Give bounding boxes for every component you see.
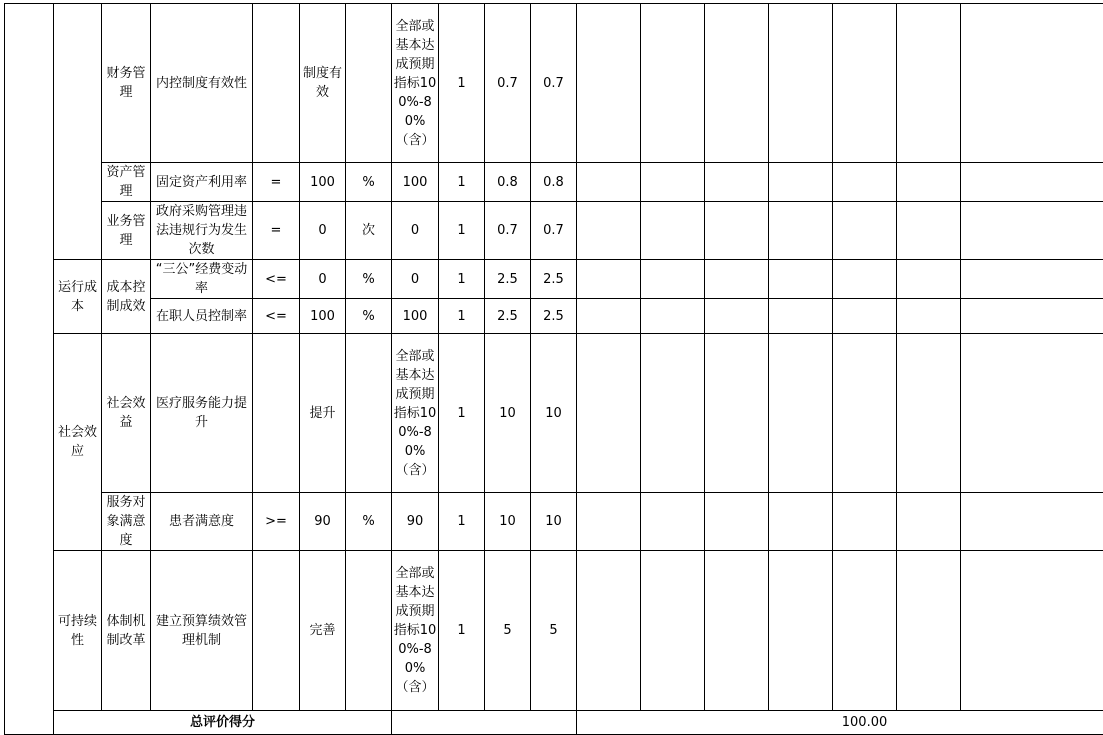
unit-cell bbox=[346, 551, 392, 711]
empty-cell bbox=[641, 202, 705, 260]
unit-cell bbox=[346, 334, 392, 493]
empty-cell bbox=[577, 4, 641, 163]
table-row bbox=[5, 493, 1103, 551]
score-cell: 10 bbox=[485, 493, 531, 551]
weight-cell: 1 bbox=[439, 202, 485, 260]
table-row bbox=[5, 202, 1103, 260]
empty-cell bbox=[769, 260, 833, 299]
category-cell bbox=[54, 4, 102, 260]
subcategory-cell: 体制机制改革 bbox=[102, 551, 151, 711]
empty-cell bbox=[705, 334, 769, 493]
target-cell: 提升 bbox=[300, 334, 346, 493]
empty-cell bbox=[705, 493, 769, 551]
unit-cell: 次 bbox=[346, 202, 392, 260]
indicator-cell: 医疗服务能力提升 bbox=[151, 334, 253, 493]
level1-cell bbox=[5, 4, 54, 735]
actual-cell: 100 bbox=[392, 163, 439, 202]
empty-cell bbox=[897, 202, 961, 260]
empty-cell bbox=[897, 163, 961, 202]
weight-cell: 1 bbox=[439, 4, 485, 163]
unit-cell: % bbox=[346, 299, 392, 334]
unit-cell bbox=[346, 4, 392, 163]
weight-cell: 1 bbox=[439, 334, 485, 493]
category-cell: 可持续性 bbox=[54, 551, 102, 711]
actual-cell: 0 bbox=[392, 260, 439, 299]
empty-cell bbox=[961, 4, 1103, 163]
category-cell: 社会效应 bbox=[54, 334, 102, 551]
actual-cell: 全部或基本达成预期指标100%-80%（含） bbox=[392, 334, 439, 493]
category-cell: 运行成本 bbox=[54, 260, 102, 334]
empty-cell bbox=[769, 202, 833, 260]
empty-cell bbox=[961, 299, 1103, 334]
weight-cell: 1 bbox=[439, 493, 485, 551]
score-cell: 10 bbox=[531, 334, 577, 493]
target-cell: 100 bbox=[300, 299, 346, 334]
empty-cell bbox=[641, 334, 705, 493]
empty-cell bbox=[961, 334, 1103, 493]
empty-cell bbox=[897, 551, 961, 711]
target-cell: 制度有效 bbox=[300, 4, 346, 163]
operator-cell: >= bbox=[253, 493, 300, 551]
operator-cell: = bbox=[253, 202, 300, 260]
empty-cell bbox=[577, 551, 641, 711]
unit-cell: % bbox=[346, 163, 392, 202]
empty-cell bbox=[769, 493, 833, 551]
empty-cell bbox=[897, 493, 961, 551]
indicator-cell: 建立预算绩效管理机制 bbox=[151, 551, 253, 711]
indicator-cell: 固定资产利用率 bbox=[151, 163, 253, 202]
table-row bbox=[5, 260, 1103, 299]
empty-cell bbox=[641, 299, 705, 334]
indicator-cell: 内控制度有效性 bbox=[151, 4, 253, 163]
empty-cell bbox=[897, 299, 961, 334]
target-cell: 0 bbox=[300, 260, 346, 299]
empty-cell bbox=[833, 299, 897, 334]
empty-cell bbox=[577, 260, 641, 299]
unit-cell: % bbox=[346, 260, 392, 299]
empty-cell bbox=[769, 334, 833, 493]
score-cell: 0.7 bbox=[485, 4, 531, 163]
table-row bbox=[5, 551, 1103, 711]
empty-cell bbox=[961, 163, 1103, 202]
score-cell: 2.5 bbox=[485, 260, 531, 299]
target-cell: 0 bbox=[300, 202, 346, 260]
empty-cell bbox=[641, 260, 705, 299]
score-cell: 10 bbox=[531, 493, 577, 551]
subcategory-cell: 资产管理 bbox=[102, 163, 151, 202]
actual-cell: 0 bbox=[392, 202, 439, 260]
empty-cell bbox=[833, 551, 897, 711]
empty-cell bbox=[769, 299, 833, 334]
score-cell: 2.5 bbox=[485, 299, 531, 334]
empty-cell bbox=[961, 493, 1103, 551]
empty-cell bbox=[705, 163, 769, 202]
actual-cell: 90 bbox=[392, 493, 439, 551]
weight-cell: 1 bbox=[439, 163, 485, 202]
indicator-cell: 患者满意度 bbox=[151, 493, 253, 551]
table-row bbox=[5, 334, 1103, 493]
empty-cell bbox=[705, 4, 769, 163]
empty-cell bbox=[577, 202, 641, 260]
weight-cell: 1 bbox=[439, 551, 485, 711]
empty-cell bbox=[897, 334, 961, 493]
table-row bbox=[5, 299, 1103, 334]
empty-cell bbox=[641, 4, 705, 163]
operator-cell bbox=[253, 334, 300, 493]
empty-cell bbox=[833, 4, 897, 163]
weight-cell: 1 bbox=[439, 299, 485, 334]
subcategory-cell: 成本控制成效 bbox=[102, 260, 151, 334]
subcategory-cell: 服务对象满意度 bbox=[102, 493, 151, 551]
operator-cell: = bbox=[253, 163, 300, 202]
subcategory-cell: 财务管理 bbox=[102, 4, 151, 163]
total-score-label: 总评价得分 bbox=[54, 711, 392, 735]
operator-cell: <= bbox=[253, 299, 300, 334]
score-cell: 2.5 bbox=[531, 299, 577, 334]
score-cell: 0.8 bbox=[485, 163, 531, 202]
operator-cell: <= bbox=[253, 260, 300, 299]
table-row bbox=[5, 4, 1103, 163]
score-cell: 2.5 bbox=[531, 260, 577, 299]
operator-cell bbox=[253, 551, 300, 711]
empty-cell bbox=[641, 551, 705, 711]
table-row bbox=[5, 163, 1103, 202]
empty-cell bbox=[961, 260, 1103, 299]
score-cell: 0.7 bbox=[531, 4, 577, 163]
empty-cell bbox=[705, 551, 769, 711]
empty-cell bbox=[897, 4, 961, 163]
unit-cell: % bbox=[346, 493, 392, 551]
empty-cell bbox=[833, 260, 897, 299]
actual-cell: 全部或基本达成预期指标100%-80%（含） bbox=[392, 4, 439, 163]
empty-cell bbox=[769, 4, 833, 163]
score-cell: 0.7 bbox=[531, 202, 577, 260]
empty-cell bbox=[577, 334, 641, 493]
empty-cell bbox=[577, 493, 641, 551]
target-cell: 完善 bbox=[300, 551, 346, 711]
score-cell: 5 bbox=[485, 551, 531, 711]
empty-cell bbox=[961, 551, 1103, 711]
empty-cell bbox=[641, 493, 705, 551]
total-score-value: 100.00 bbox=[577, 711, 1103, 735]
empty-cell bbox=[833, 334, 897, 493]
empty-cell bbox=[705, 260, 769, 299]
subcategory-cell: 社会效益 bbox=[102, 334, 151, 493]
total-row bbox=[5, 711, 1103, 735]
empty-cell bbox=[392, 711, 577, 735]
empty-cell bbox=[577, 163, 641, 202]
score-cell: 5 bbox=[531, 551, 577, 711]
subcategory-cell: 业务管理 bbox=[102, 202, 151, 260]
empty-cell bbox=[769, 163, 833, 202]
empty-cell bbox=[961, 202, 1103, 260]
indicator-cell: 在职人员控制率 bbox=[151, 299, 253, 334]
empty-cell bbox=[577, 299, 641, 334]
empty-cell bbox=[769, 551, 833, 711]
score-cell: 10 bbox=[485, 334, 531, 493]
empty-cell bbox=[705, 299, 769, 334]
empty-cell bbox=[833, 493, 897, 551]
actual-cell: 全部或基本达成预期指标100%-80%（含） bbox=[392, 551, 439, 711]
empty-cell bbox=[641, 163, 705, 202]
indicator-cell: “三公”经费变动率 bbox=[151, 260, 253, 299]
weight-cell: 1 bbox=[439, 260, 485, 299]
evaluation-table bbox=[4, 3, 1103, 735]
target-cell: 90 bbox=[300, 493, 346, 551]
empty-cell bbox=[833, 202, 897, 260]
operator-cell bbox=[253, 4, 300, 163]
actual-cell: 100 bbox=[392, 299, 439, 334]
empty-cell bbox=[705, 202, 769, 260]
score-cell: 0.8 bbox=[531, 163, 577, 202]
indicator-cell: 政府采购管理违法违规行为发生次数 bbox=[151, 202, 253, 260]
empty-cell bbox=[833, 163, 897, 202]
score-cell: 0.7 bbox=[485, 202, 531, 260]
target-cell: 100 bbox=[300, 163, 346, 202]
empty-cell bbox=[897, 260, 961, 299]
